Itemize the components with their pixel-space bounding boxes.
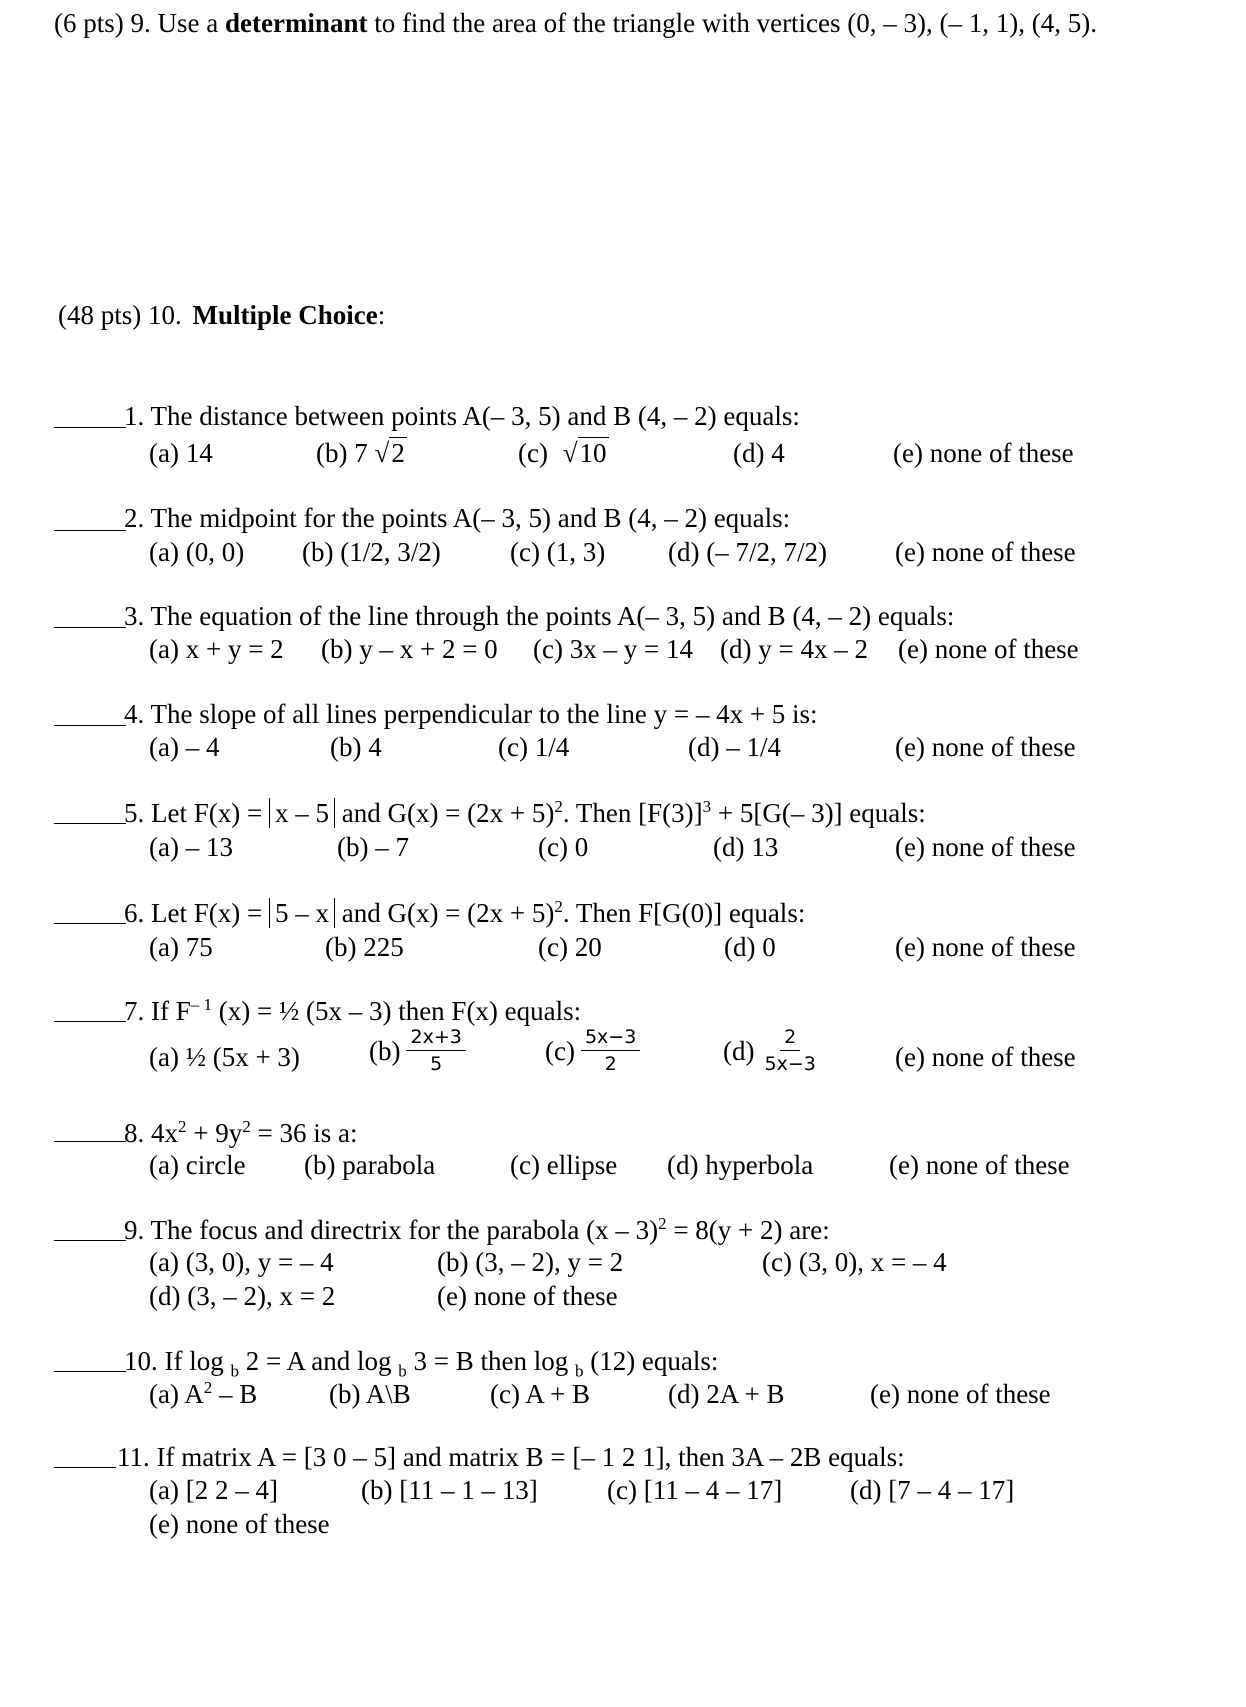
q8-option-d: (d) hyperbola (667, 1150, 814, 1180)
q7-option-e: (e) none of these (895, 1042, 1076, 1072)
q10-option-d: (d) 2A + B (668, 1379, 785, 1409)
fraction: $\frac{2}{5x-3}$ (764, 1026, 816, 1075)
q4-option-d: (d) – 1/4 (688, 732, 781, 762)
fraction: $\frac{5x-3}{2}$ (581, 1028, 640, 1074)
answer-blank-4[interactable] (54, 725, 126, 726)
question-4: 4. The slope of all lines perpendicular to the line y = – 4x + 5 is: (124, 699, 818, 729)
problem-10-header: (48 pts) 10. Multiple Choice: (58, 300, 386, 330)
question-5: 5. Let F(x) = x – 5 and $G(x) = (2x + 5)^2$. Then $[F(3)]^3 + 5[G(-$ 3)] equals: (124, 797, 926, 828)
q4-option-a: (a) – 4 (149, 732, 220, 762)
q8-option-c: (c) ellipse (510, 1150, 618, 1180)
q8-option-a: (a) circle (149, 1150, 246, 1180)
q7-option-a: (a) ½ (5x + 3) (149, 1042, 300, 1072)
q2-option-e: (e) none of these (895, 537, 1076, 567)
question-10: 10. If log $_b$ 2 = A and log $_b$ 3 = B then log $_b$ (12) equals: (124, 1346, 719, 1381)
q4-option-c: (c) 1/4 (498, 732, 570, 762)
answer-blank-8[interactable] (54, 1141, 126, 1142)
q10-option-b: (b) A\B (329, 1379, 411, 1409)
absolute-value: 5 – x (269, 898, 335, 928)
sqrt-2: √2 (374, 438, 405, 468)
q5-option-d: (d) 13 (713, 832, 779, 862)
question-9: 9. The focus and directrix for the parabola (x – 3)$^2$ = 8(y + 2) are: (124, 1214, 830, 1245)
q4-option-e: (e) none of these (895, 732, 1076, 762)
q5-option-b: (b) – 7 (337, 832, 409, 862)
q8-option-b: (b) parabola (304, 1150, 436, 1180)
question-2: 2. The midpoint for the points A(– 3, 5) and B (4, – 2) equals: (124, 503, 791, 533)
q11-option-e: (e) none of these (149, 1509, 330, 1539)
q4-option-b: (b) 4 (330, 732, 382, 762)
fraction: $\frac{2x+3}{5}$ (406, 1028, 465, 1074)
q3-option-a: (a) x + y = 2 (149, 634, 284, 664)
q8-option-e: (e) none of these (889, 1150, 1070, 1180)
q6-option-e: (e) none of these (895, 932, 1076, 962)
answer-blank-7[interactable] (54, 1021, 126, 1022)
question-7: 7. If $F^{- 1}$ (x) = ½ (5x – 3) then F(x) equals: (124, 995, 582, 1026)
question-11: 11. If matrix A = [3 0 – 5] and matrix B = [– 1 2 1], then 3A – 2B equals: (117, 1442, 905, 1472)
q6-option-b: (b) 225 (325, 932, 404, 962)
absolute-value: x – 5 (269, 798, 335, 828)
q5-option-e: (e) none of these (895, 832, 1076, 862)
q1-option-d: (d) 4 (733, 438, 785, 468)
q3-option-e: (e) none of these (898, 634, 1079, 664)
q3-option-b: (b) y – x + 2 = 0 (321, 634, 498, 664)
answer-blank-11[interactable] (54, 1467, 116, 1468)
q10-option-c: (c) A + B (490, 1379, 590, 1409)
answer-blank-1[interactable] (54, 427, 126, 428)
q11-option-c: (c) [11 – 4 – 17] (607, 1475, 783, 1505)
q9-option-c: (c) (3, 0), x = – 4 (762, 1247, 947, 1277)
q7-option-c: (c) $\frac{5x-3}{2}$ (545, 1028, 640, 1074)
problem-9-text: (6 pts) 9. Use a determinant to find the area of the triangle with vertices (0, – 3), (– 1, 1), (4, 5). (54, 8, 1097, 38)
q1-option-c: (c) √10 (518, 438, 607, 468)
q11-option-d: (d) [7 – 4 – 17] (850, 1475, 1015, 1505)
answer-blank-2[interactable] (54, 530, 126, 531)
q11-option-b: (b) [11 – 1 – 13] (361, 1475, 538, 1505)
q10-option-a: (a) $A^2$ – B (149, 1378, 258, 1409)
q9-option-b: (b) (3, – 2), y = 2 (437, 1247, 624, 1277)
q2-option-d: (d) (– 7/2, 7/2) (668, 537, 827, 567)
q9-option-a: (a) (3, 0), y = – 4 (149, 1247, 334, 1277)
q2-option-c: (c) (1, 3) (510, 537, 606, 567)
q7-option-b: (b) $\frac{2x+3}{5}$ (369, 1028, 466, 1074)
answer-blank-9[interactable] (54, 1240, 126, 1241)
q9-option-d: (d) (3, – 2), x = 2 (149, 1281, 336, 1311)
answer-blank-6[interactable] (54, 923, 126, 924)
q1-option-b: (b) 7 √2 (316, 438, 405, 468)
q11-option-a: (a) [2 2 – 4] (149, 1475, 278, 1505)
q7-option-d: (d) $\frac{2}{5x-3}$ (723, 1028, 820, 1074)
sqrt-10: √10 (562, 438, 607, 468)
q9-option-e: (e) none of these (437, 1281, 618, 1311)
q3-option-c: (c) 3x – y = 14 (533, 634, 693, 664)
q10-option-e: (e) none of these (870, 1379, 1051, 1409)
answer-blank-5[interactable] (54, 823, 126, 824)
question-1: 1. The distance between points A(– 3, 5) and B (4, – 2) equals: (124, 401, 800, 431)
q1-option-a: (a) 14 (149, 438, 213, 468)
q6-option-d: (d) 0 (724, 932, 776, 962)
q3-option-d: (d) y = 4x – 2 (720, 634, 868, 664)
q1-option-e: (e) none of these (893, 438, 1074, 468)
answer-blank-10[interactable] (54, 1371, 126, 1372)
question-3: 3. The equation of the line through the points A(– 3, 5) and B (4, – 2) equals: (124, 601, 955, 631)
question-8: 8. $4x^2 + 9y^2 = 36$ is a: (124, 1117, 358, 1148)
answer-blank-3[interactable] (54, 627, 126, 628)
q2-option-b: (b) (1/2, 3/2) (302, 537, 441, 567)
q5-option-a: (a) – 13 (149, 832, 233, 862)
question-6: 6. Let F(x) = 5 – x and $G(x) = (2x + 5)^2$. Then F[G(0)] equals: (124, 897, 806, 928)
q6-option-c: (c) 20 (538, 932, 602, 962)
q5-option-c: (c) 0 (538, 832, 589, 862)
q6-option-a: (a) 75 (149, 932, 213, 962)
q2-option-a: (a) (0, 0) (149, 537, 245, 567)
